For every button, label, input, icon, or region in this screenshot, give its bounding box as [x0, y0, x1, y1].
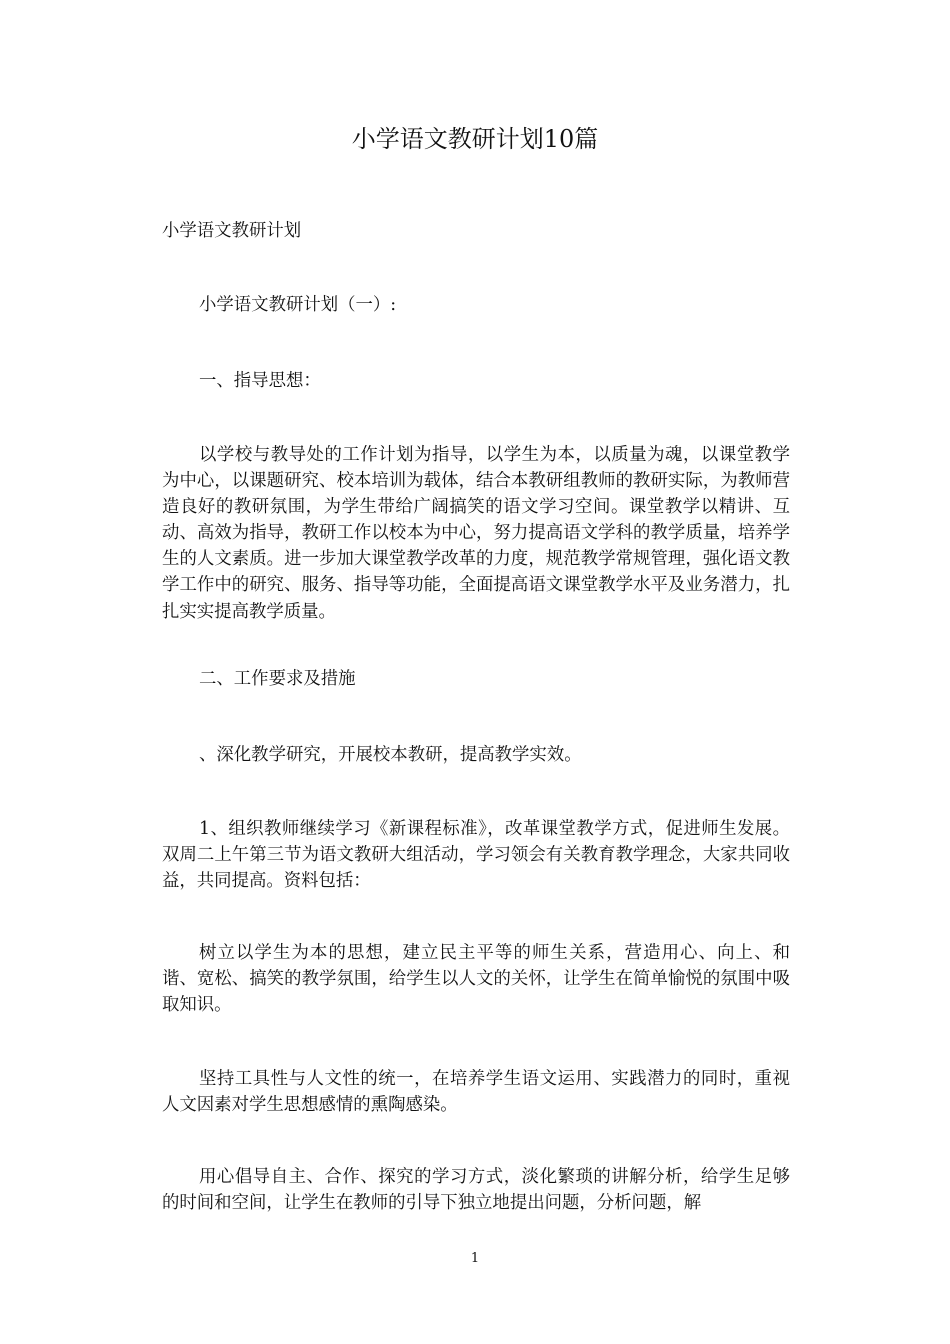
paragraph-item-1: 1、组织教师继续学习《新课程标准》，改革课堂教学方式，促进师生发展。双周二上午第三节为语文教研大组活动，学习领会有关教育教学理念，大家共同收益，共同提高。资料包括： [162, 819, 790, 892]
document-title: 小学语文教研计划10篇 [351, 125, 599, 153]
paragraph-guiding-ideology: 以学校与教导处的工作计划为指导，以学生为本，以质量为魂，以课堂教学为中心，以课题研究、校本培训为载体，结合本教研组教师的教研实际，为教师营造良好的教研氛围，为学生带给广阔搞笑的语文学习空间。课堂教学以精讲、互动、高效为指导，教研工作以校本为中心，努力提高语文学科的教学质量，培养学生的人文素质。进一步加大课堂教学改革的力度，规范教学常规管理，强化语文教学工作中的研究、服务、指导等功能，全面提高语文课堂教学水平及业务潜力，扎扎实实提高教学质量。 [162, 445, 790, 622]
page-number: 1 [470, 1251, 480, 1266]
sub-heading-teaching-research: 、深化教学研究，开展校本教研，提高教学实效。 [199, 745, 582, 765]
document-subtitle: 小学语文教研计划 [162, 221, 302, 241]
heading-work-requirements: 二、工作要求及措施 [199, 669, 356, 689]
paragraph-learning-method: 用心倡导自主、合作、探究的学习方式，淡化繁琐的讲解分析，给学生足够的时间和空间，让学生在教师的引导下独立地提出问题，分析问题，解 [162, 1167, 790, 1214]
heading-guiding-ideology: 一、指导思想： [199, 371, 321, 391]
section-intro: 小学语文教研计划（一）: [199, 295, 397, 315]
paragraph-tool-humanity: 坚持工具性与人文性的统一，在培养学生语文运用、实践潜力的同时，重视人文因素对学生思想感情的熏陶感染。 [162, 1069, 790, 1116]
paragraph-student-centered: 树立以学生为本的思想，建立民主平等的师生关系，营造用心、向上、和谐、宽松、搞笑的教学氛围，给学生以人文的关怀，让学生在简单愉悦的氛围中吸取知识。 [162, 943, 790, 1016]
